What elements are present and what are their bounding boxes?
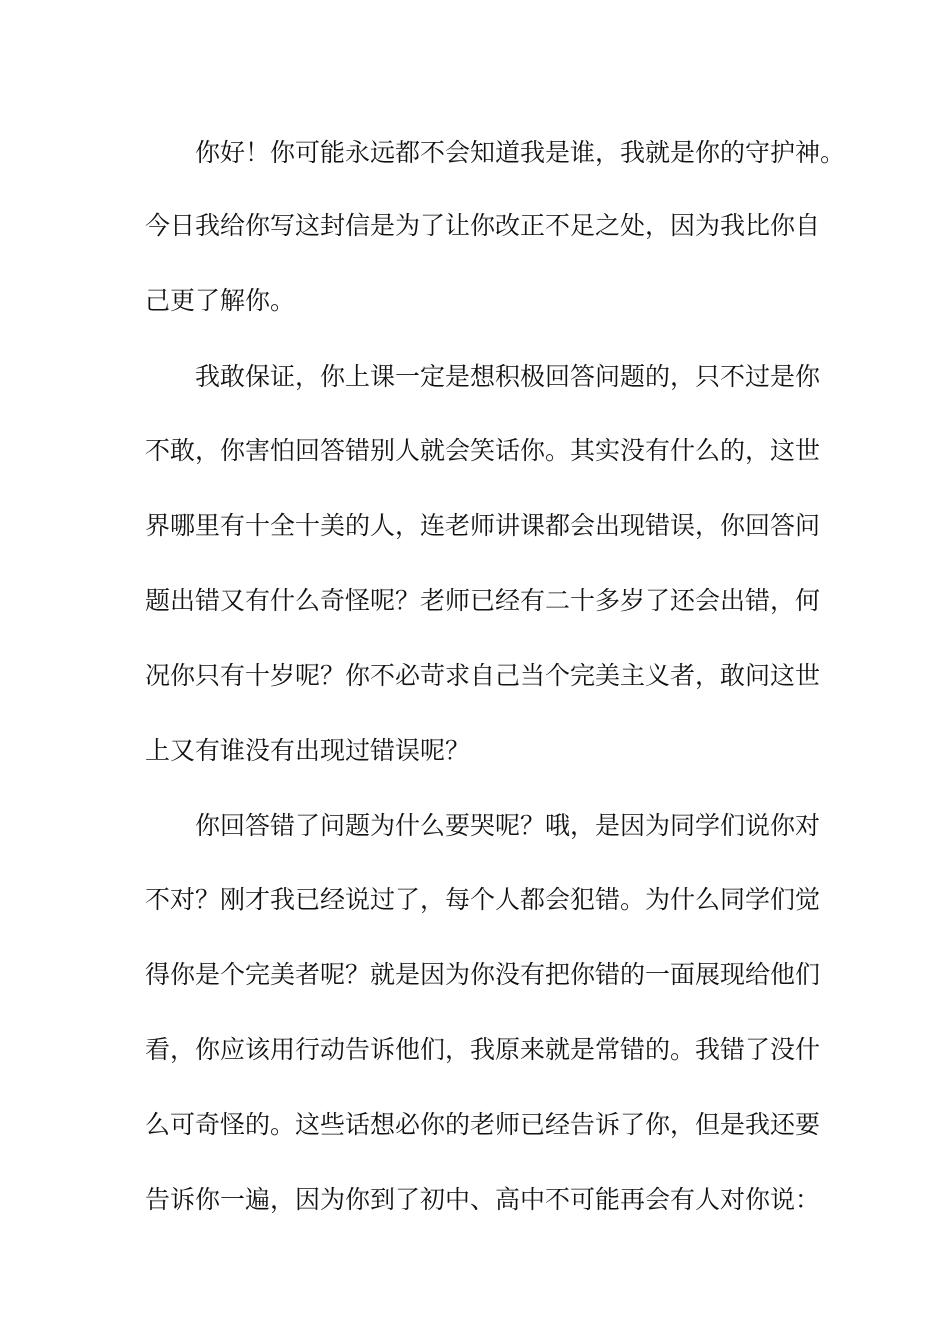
text-line-2: 今日我给你写这封信是为了让你改正不足之处，因为我比你自	[145, 211, 821, 240]
text-line-13: 看，你应该用行动告诉他们，我原来就是常错的。我错了没什	[145, 1035, 821, 1064]
text-line-15: 告诉你一遍，因为你到了初中、高中不可能再会有人对你说：	[145, 1185, 821, 1214]
text-line-6: 界哪里有十全十美的人，连老师讲课都会出现错误，你回答问	[145, 511, 821, 540]
text-line-14: 么可奇怪的。这些话想必你的老师已经告诉了你，但是我还要	[145, 1110, 821, 1139]
text-line-4: 我敢保证，你上课一定是想积极回答问题的，只不过是你	[145, 362, 821, 391]
text-line-12: 得你是个完美者呢？就是因为你没有把你错的一面展现给他们	[145, 960, 821, 989]
text-line-8: 况你只有十岁呢？你不必苛求自己当个完美主义者，敢问这世	[145, 661, 821, 690]
text-line-11: 不对？刚才我已经说过了，每个人都会犯错。为什么同学们觉	[145, 885, 821, 914]
text-line-10: 你回答错了问题为什么要哭呢？哦，是因为同学们说你对	[145, 811, 821, 840]
text-line-5: 不敢，你害怕回答错别人就会笑话你。其实没有什么的，这世	[145, 436, 821, 465]
text-line-1: 你好！你可能永远都不会知道我是谁，我就是你的守护神。	[145, 138, 846, 167]
text-line-7: 题出错又有什么奇怪呢？老师已经有二十多岁了还会出错，何	[145, 586, 821, 615]
text-line-3: 己更了解你。	[145, 286, 296, 315]
text-line-9: 上又有谁没有出现过错误呢？	[145, 736, 471, 765]
